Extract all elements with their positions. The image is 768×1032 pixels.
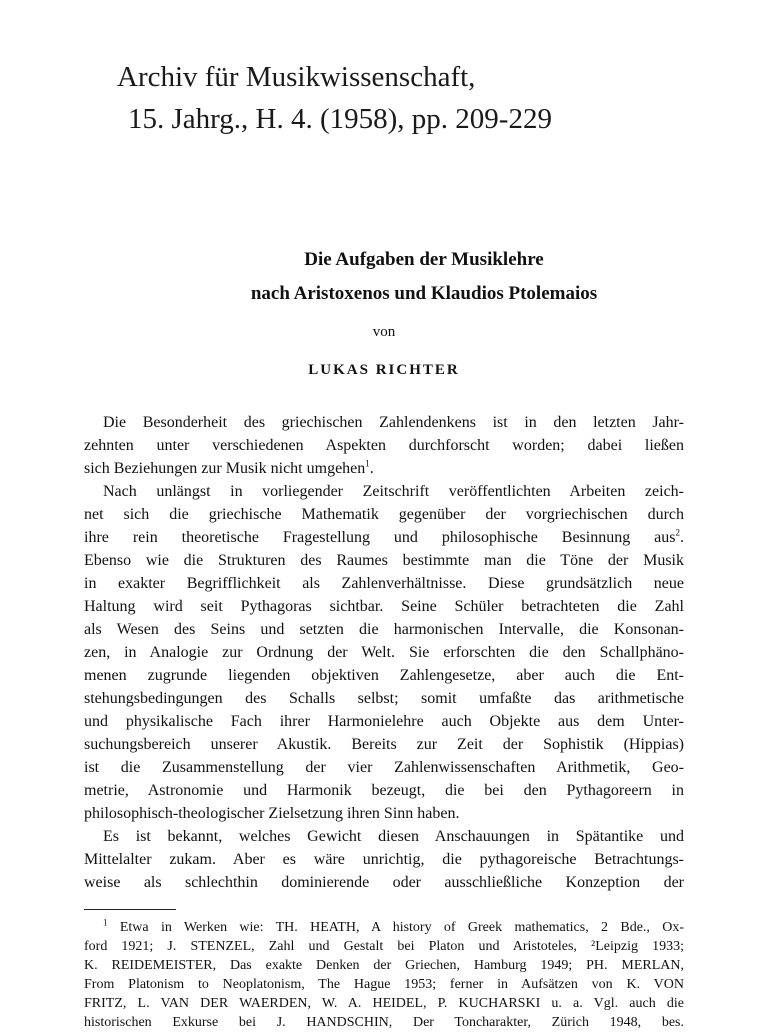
journal-citation [117,56,552,140]
body-line: ist die Zusammenstellung der vier Zahlenwissenschaften Arithmetik, Geo- [84,759,684,776]
body-line: Ebenso wie die Strukturen des Raumes bestimmte man die Töne der Musik [84,552,684,569]
footnote-line: historischen Exkurse bei J. HANDSCHIN, Der Toncharakter, Zürich 1948, bes. [84,1015,684,1030]
footnote-line: From Platonism to Neoplatonism, The Hague 1953; ferner in Aufsätzen von K. VON [84,977,684,992]
article-von: von [372,324,396,340]
body-line: und physikalische Fach ihrer Harmonielehre auch Objekte aus dem Unter- [84,713,684,730]
body-text [84,411,684,894]
journal-line-2: 15. Jahrg., H. 4. (1958), pp. 209-229 [128,103,552,135]
body-line: metrie, Astronomie und Harmonik bezeugt, die bei den Pythagoreern in [84,782,684,799]
body-line: sich Beziehungen zur Musik nicht umgehen$^1$. [84,458,374,477]
article-title [0,243,768,311]
body-line: in exakter Begrifflichkeit als Zahlenverhältnisse. Diese grundsätzlich neue [84,575,684,592]
body-line: ihre rein theoretische Fragestellung und philosophische Besinnung aus$^2$. [84,527,684,546]
body-line: suchungsbereich unserer Akustik. Bereits zur Zeit der Sophistik (Hippias) [84,736,684,753]
body-line: zehnten unter verschiedenen Aspekten durchforscht worden; dabei ließen [84,437,684,454]
article-author: LUKAS RICHTER [308,362,460,378]
footnote-mark[interactable]: 1 [365,458,370,469]
footnote-divider [84,909,176,910]
body-line: Die Besonderheit des griechischen Zahlendenkens ist in den letzten Jahr- [103,414,684,431]
footnote-line: ford 1921; J. STENZEL, Zahl und Gestalt bei Platon und Aristoteles, ²Leipzig 1933; [84,939,684,954]
body-line: als Wesen des Seins und setzten die harmonischen Intervalle, die Konsonan- [84,621,684,638]
body-line: Nach unlängst in vorliegender Zeitschrift veröffentlichten Arbeiten zeich- [103,483,684,500]
footnotes [84,918,684,1032]
body-line: weise als schlechthin dominierende oder ausschließliche Konzeption der [84,874,684,891]
footnote-line: $^1$ Etwa in Werken wie: TH. HEATH, A history of Greek mathematics, 2 Bde., Ox- [103,917,685,935]
body-line: philosophisch-theologischer Zielsetzung ihren Sinn haben. [84,805,460,822]
footnote-mark[interactable]: 2 [675,527,680,538]
body-line: Mittelalter zukam. Aber es wäre unrichtig, die pythagoreische Betrachtungs- [84,851,684,868]
body-line: menen zugrunde liegenden objektiven Zahlengesetze, aber auch die Ent- [84,667,684,684]
footnote-line: FRITZ, L. VAN DER WAERDEN, W. A. HEIDEL, P. KUCHARSKI u. a. Vgl. auch die [84,996,684,1011]
footnote-number: 1 [103,917,108,928]
body-line: Haltung wird seit Pythagoras sichtbar. Seine Schüler betrachteten die Zahl [84,598,684,615]
body-line: zen, in Analogie zur Ordnung der Welt. Sie erforschten die den Schallphäno- [84,644,684,661]
article-title-line-2: nach Aristoxenos und Klaudios Ptolemaios [250,283,598,304]
body-line: net sich die griechische Mathematik gegenüber der vorgriechischen durch [84,506,684,523]
body-line: Es ist bekannt, welches Gewicht diesen Anschauungen in Spätantike und [103,828,684,845]
body-line: stehungsbedingungen des Schalls selbst; somit umfaßte das arithmetische [84,690,684,707]
journal-line-1: Archiv für Musikwissenschaft, [117,61,476,93]
article-title-line-1: Die Aufgaben der Musiklehre [304,249,544,270]
footnote-line: K. REIDEMEISTER, Das exakte Denken der Griechen, Hamburg 1949; PH. MERLAN, [84,958,684,973]
